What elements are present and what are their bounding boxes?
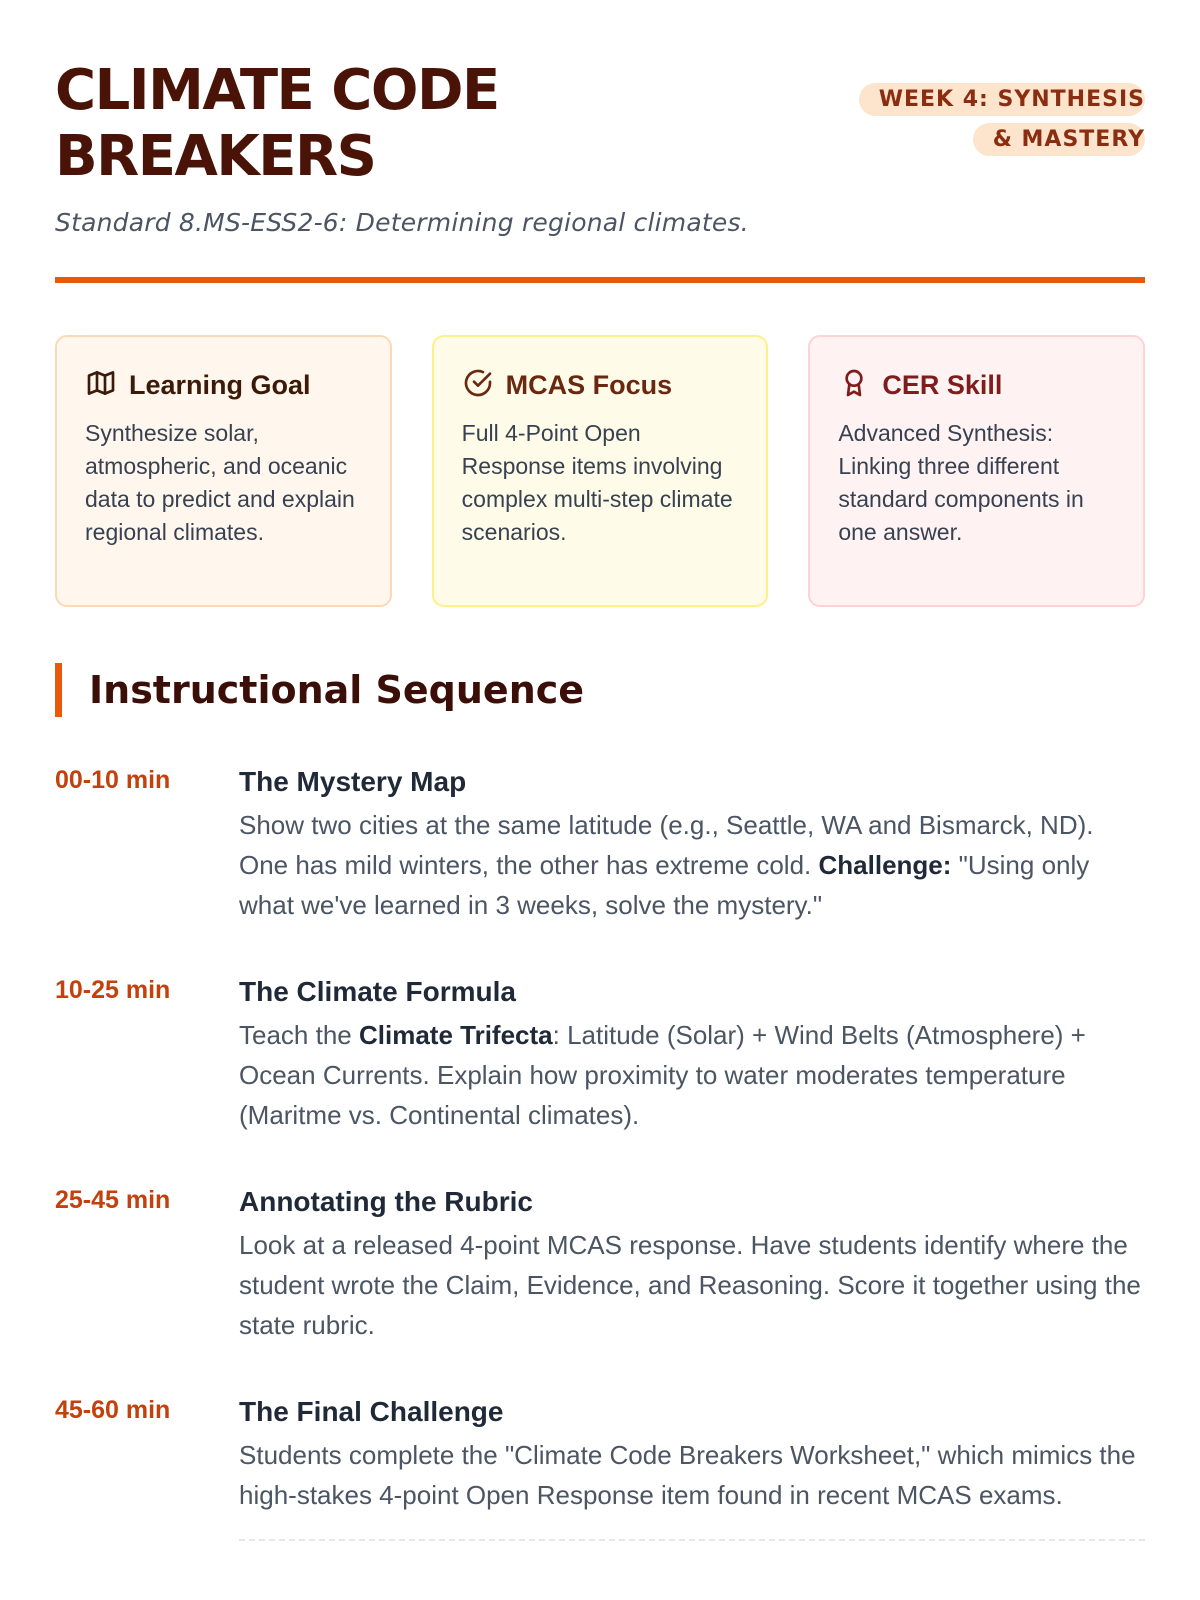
step-description: Teach the Climate Trifecta: Latitude (Solar) + Wind Belts (Atmosphere) + Ocean Currents. Explain how proximity to water moderates temperature (Maritme vs. Continental climates). xyxy=(239,1020,1086,1130)
card-cer-skill xyxy=(808,335,1145,607)
timeline-step xyxy=(55,1391,1145,1541)
step-time: 25-45 min xyxy=(55,1186,171,1214)
step-description: Look at a released 4-point MCAS response. Have students identify where the student wrote the Claim, Evidence, and Reasoning. Score it together using the state rubric. xyxy=(239,1230,1141,1340)
card-title: CER Skill xyxy=(882,369,1003,400)
step-title: The Mystery Map xyxy=(239,766,467,797)
check-circle-icon xyxy=(462,367,494,404)
timeline-step xyxy=(55,1181,1145,1345)
card-title: MCAS Focus xyxy=(505,369,673,400)
step-description: Show two cities at the same latitude (e.g., Seattle, WA and Bismarck, ND). One has mild winters, the other has extreme cold. Challenge: "Using only what we've learned in 3 weeks, solve the mystery." xyxy=(239,810,1094,920)
card-mcas-focus xyxy=(432,335,769,607)
week-badge: WEEK 4: SYNTHESIS & MASTERY xyxy=(841,80,1145,160)
timeline-step xyxy=(55,971,1145,1135)
award-ribbon-icon xyxy=(838,367,870,404)
standard-subtitle: Standard 8.MS-ESS2-6: Determining regional climates. xyxy=(55,208,749,237)
step-time: 10-25 min xyxy=(55,976,171,1004)
map-icon xyxy=(85,367,117,404)
step-time: 00-10 min xyxy=(55,766,171,794)
page-title: CLIMATE CODE BREAKERS xyxy=(55,58,499,189)
card-body: Advanced Synthesis: Linking three different standard components in one answer. xyxy=(838,420,1084,545)
step-title: The Climate Formula xyxy=(239,976,516,1007)
section-title: Instructional Sequence xyxy=(55,663,1145,717)
step-time: 45-60 min xyxy=(55,1396,171,1424)
card-title: Learning Goal xyxy=(129,369,311,400)
header xyxy=(55,0,1145,283)
info-cards xyxy=(55,335,1145,607)
timeline-step xyxy=(55,761,1145,925)
step-title: Annotating the Rubric xyxy=(239,1186,533,1217)
step-description: Students complete the "Climate Code Breakers Worksheet," which mimics the high-stakes 4-point Open Response item found in recent MCAS exams. xyxy=(239,1440,1136,1510)
card-body: Synthesize solar, atmospheric, and oceanic data to predict and explain regional climates. xyxy=(85,420,355,545)
instructional-timeline xyxy=(55,761,1145,1541)
step-title: The Final Challenge xyxy=(239,1396,504,1427)
card-body: Full 4-Point Open Response items involving complex multi-step climate scenarios. xyxy=(461,420,733,545)
card-learning-goal xyxy=(55,335,392,607)
